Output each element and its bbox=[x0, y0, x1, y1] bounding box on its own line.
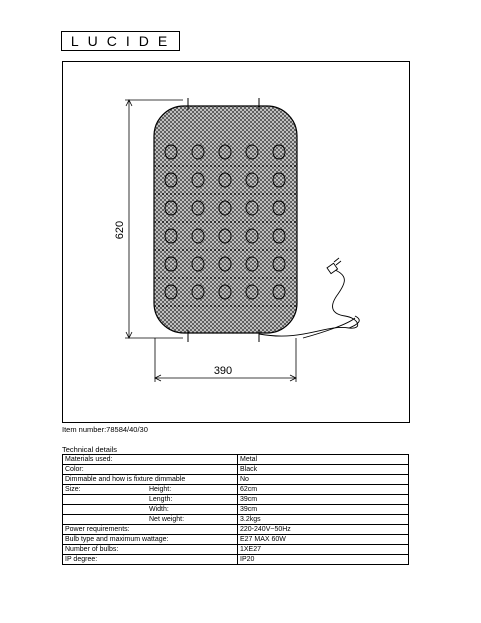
height-label: Height: bbox=[149, 485, 172, 493]
spec-label bbox=[63, 485, 238, 495]
table-row bbox=[63, 455, 409, 465]
table-row bbox=[63, 555, 409, 565]
spec-value: IP20 bbox=[238, 555, 409, 565]
spec-value: 3.2kgs bbox=[238, 515, 409, 525]
table-row bbox=[63, 465, 409, 475]
table-row bbox=[63, 525, 409, 535]
spec-value: E27 MAX 60W bbox=[238, 535, 409, 545]
spec-value: 1XE27 bbox=[238, 545, 409, 555]
table-row bbox=[63, 475, 409, 485]
spec-value: 62cm bbox=[238, 485, 409, 495]
length-label: Length: bbox=[149, 495, 173, 503]
table-row bbox=[63, 535, 409, 545]
spec-label: Color: bbox=[63, 465, 238, 475]
spec-label: Number of bulbs: bbox=[63, 545, 238, 555]
spec-label: IP degree: bbox=[63, 555, 238, 565]
lamp-technical-drawing bbox=[63, 62, 409, 422]
table-row bbox=[63, 505, 409, 515]
spec-label bbox=[63, 495, 238, 505]
table-row bbox=[63, 495, 409, 505]
item-number: Item number:78584/40/30 bbox=[62, 425, 148, 434]
table-row bbox=[63, 485, 409, 495]
width-dimension-label: 390 bbox=[213, 365, 233, 377]
table-row bbox=[63, 545, 409, 555]
net-weight-label: Net weight: bbox=[149, 515, 185, 523]
spec-value: 220-240V~50Hz bbox=[238, 525, 409, 535]
width-label: Width: bbox=[149, 505, 169, 513]
spec-label: Power requirements: bbox=[63, 525, 238, 535]
spec-value: Metal bbox=[238, 455, 409, 465]
size-label: Size: bbox=[65, 485, 81, 493]
brand-logo: LUCIDE bbox=[61, 31, 180, 51]
spec-value: 39cm bbox=[238, 505, 409, 515]
spec-value: Black bbox=[238, 465, 409, 475]
spec-label: Bulb type and maximum wattage: bbox=[63, 535, 238, 545]
technical-details-heading: Technical details bbox=[62, 445, 118, 454]
spec-label bbox=[63, 505, 238, 515]
spec-value: No bbox=[238, 475, 409, 485]
technical-details-table bbox=[62, 454, 409, 565]
power-plug-icon bbox=[327, 258, 341, 274]
spec-value: 39cm bbox=[238, 495, 409, 505]
table-row bbox=[63, 515, 409, 525]
spec-label bbox=[63, 515, 238, 525]
spec-label: Materials used: bbox=[63, 455, 238, 465]
height-dimension-label: 620 bbox=[114, 220, 126, 240]
lamp-shade bbox=[154, 106, 297, 333]
spec-label: Dimmable and how is fixture dimmable bbox=[63, 475, 238, 485]
product-drawing bbox=[62, 61, 410, 423]
